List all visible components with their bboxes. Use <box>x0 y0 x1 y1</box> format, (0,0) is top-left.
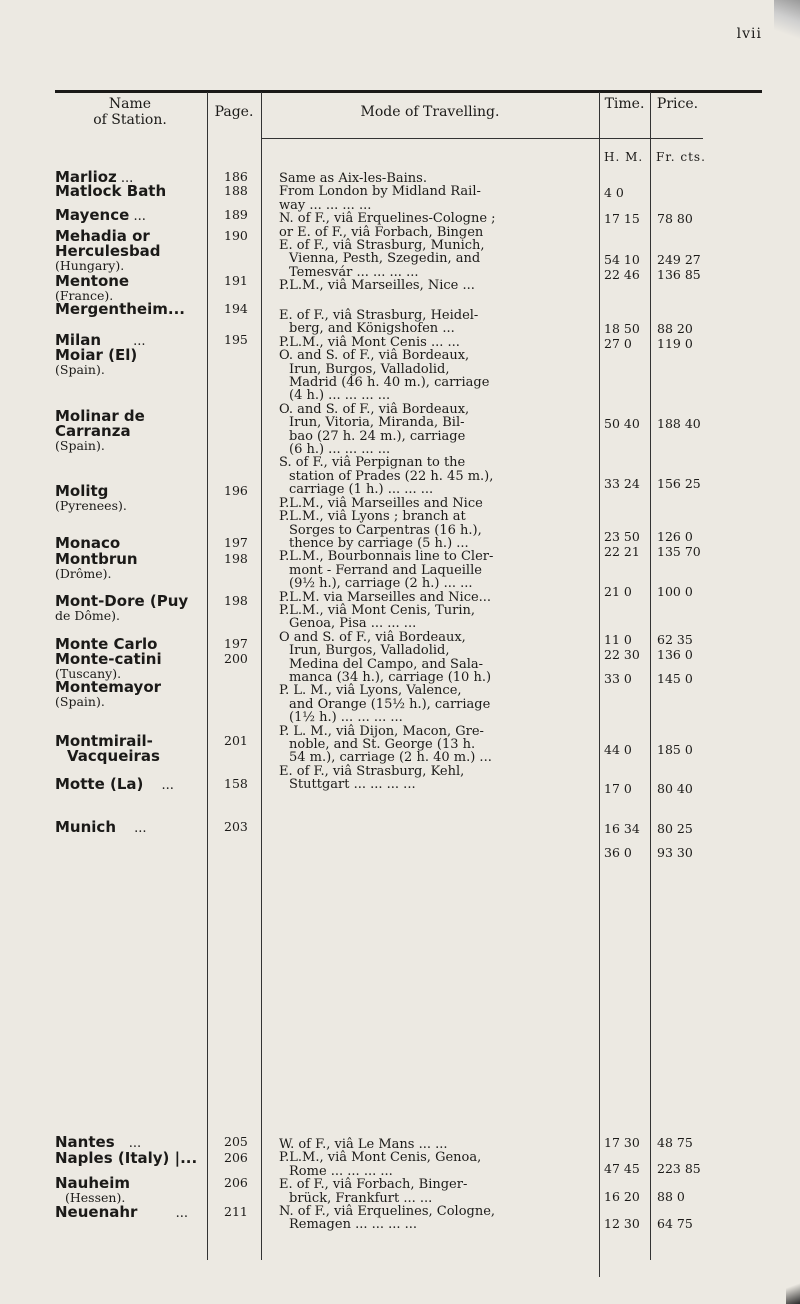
leader-dots: ... <box>134 821 147 836</box>
page-number: 206 <box>224 1150 248 1165</box>
time-value: 17 30 <box>604 1135 640 1150</box>
price-value: 156 25 <box>657 476 701 491</box>
page-number: 197 <box>224 636 248 651</box>
station-name: Herculesbad <box>55 242 161 260</box>
time-value: 22 30 <box>604 647 640 662</box>
mode-line: noble, and St. George (13 h. <box>289 737 476 752</box>
page-number: 201 <box>224 733 248 748</box>
header-rule <box>599 138 703 139</box>
mode-line: O and S. of F., viâ Bordeaux, <box>279 629 466 645</box>
station-region: (Pyrenees). <box>55 498 127 513</box>
mode-line: (9½ h.), carriage (2 h.) ... ... <box>289 576 473 592</box>
time-value: 33 24 <box>604 476 640 491</box>
station-entry <box>55 734 160 764</box>
mode-line: Remagen ... ... ... ... <box>289 1217 418 1233</box>
station-name: Mont-Dore (Puy <box>55 592 189 610</box>
station-name: Molitg <box>55 482 109 500</box>
station-name: Naples (Italy) |... <box>55 1149 198 1167</box>
station-name: Mayence <box>55 206 130 224</box>
page-corner-shadow-bottom <box>786 1274 800 1304</box>
station-name: Motte (La) <box>55 775 144 793</box>
time-value: 22 21 <box>604 544 640 559</box>
mode-line: P.L.M., viâ Marseilles, Nice ... <box>279 278 475 294</box>
time-value: 16 34 <box>604 821 640 836</box>
page-number: 211 <box>224 1204 248 1219</box>
header-mode: Mode of Travelling. <box>360 104 500 120</box>
price-value: 88 0 <box>657 1189 685 1204</box>
mode-line: P.L.M., viâ Mont Cenis, Genoa, <box>279 1150 482 1166</box>
column-divider <box>650 92 651 1260</box>
header-station-line: of Station. <box>93 112 167 128</box>
mode-line: E. of F., viâ Strasburg, Kehl, <box>279 763 465 779</box>
page-number: 191 <box>224 273 248 288</box>
station-name: Munich <box>55 818 116 836</box>
mode-line: Rome ... ... ... ... <box>289 1163 393 1179</box>
price-value: 249 27 <box>657 252 701 267</box>
price-value: 119 0 <box>657 336 693 351</box>
station-name: Montmirail- <box>55 732 153 750</box>
mode-line: Irun, Vitoria, Miranda, Bil- <box>289 415 465 431</box>
page-number: 198 <box>224 593 248 608</box>
time-value: 33 0 <box>604 671 632 686</box>
mode-line: thence by carriage (5 h.) ... <box>289 535 469 551</box>
mode-entry <box>279 1138 495 1232</box>
station-entry <box>55 409 145 452</box>
mode-entry <box>279 309 493 792</box>
station-name: Molinar de <box>55 407 145 425</box>
mode-line: station of Prades (22 h. 45 m.), <box>289 468 494 484</box>
mode-line: 54 m.), carriage (2 h. 40 m.) ... <box>289 750 492 766</box>
mode-line: S. of F., viâ Perpignan to the <box>279 455 466 471</box>
station-name: Neuenahr <box>55 1203 138 1221</box>
station-name: Monte-catini <box>55 650 162 668</box>
leader-dots: ... <box>133 209 146 224</box>
station-name: Marlioz <box>55 168 117 186</box>
mode-line: Same as Aix-les-Bains. <box>279 171 427 186</box>
station-region: (Spain). <box>55 694 105 709</box>
mode-line: W. of F., viâ Le Mans ... ... <box>279 1137 448 1152</box>
mode-line: N. of F., viâ Erquelines-Cologne ; <box>279 211 496 227</box>
station-entry <box>55 484 127 512</box>
page-number: 194 <box>224 301 248 316</box>
station-entry <box>55 820 147 835</box>
station-region: (Hessen). <box>65 1190 126 1205</box>
page-corner-shadow <box>774 0 800 40</box>
price-value: 223 85 <box>657 1161 701 1176</box>
station-region: (Hungary). <box>55 258 125 273</box>
time-units: H. M. <box>604 150 644 164</box>
mode-line: mont - Ferrand and Laqueille <box>289 562 482 578</box>
station-name: Montemayor <box>55 678 162 696</box>
time-value: 21 0 <box>604 584 632 599</box>
price-value: 100 0 <box>657 584 693 599</box>
station-name: Monte Carlo <box>55 635 158 653</box>
leader-dots: ... <box>161 778 174 793</box>
price-value: 78 80 <box>657 211 693 226</box>
station-name: Nauheim <box>55 1174 130 1192</box>
mode-line: P.L.M., viâ Lyons ; branch at <box>279 509 466 525</box>
station-region: (Spain). <box>55 438 105 453</box>
header-station-line: Name <box>108 96 152 112</box>
mode-line: Stuttgart ... ... ... ... <box>289 777 416 793</box>
mode-line: way ... ... ... ... <box>279 197 372 213</box>
time-value: 16 20 <box>604 1189 640 1204</box>
mode-line: and Orange (15½ h.), carriage <box>289 696 491 712</box>
header-station <box>55 96 205 128</box>
price-value: 145 0 <box>657 671 693 686</box>
price-value: 185 0 <box>657 742 693 757</box>
station-name: Milan <box>55 331 102 349</box>
page-number: 186 <box>224 169 248 184</box>
station-name: Monaco <box>55 534 121 552</box>
mode-line: E. of F., viâ Forbach, Binger- <box>279 1177 468 1193</box>
price-value: 80 40 <box>657 781 693 796</box>
station-name: Moiar (El) <box>55 346 138 364</box>
station-entry <box>55 1205 188 1220</box>
table-top-rule <box>55 90 762 93</box>
time-value: 4 0 <box>604 185 624 200</box>
time-value: 36 0 <box>604 845 632 860</box>
time-value: 50 40 <box>604 416 640 431</box>
price-value: 188 40 <box>657 416 701 431</box>
mode-entry <box>279 172 496 293</box>
column-divider <box>207 92 208 1260</box>
station-region: (Tuscany). <box>55 666 122 681</box>
page-number: 190 <box>224 228 248 243</box>
station-name: Nantes <box>55 1133 115 1151</box>
price-value: 88 20 <box>657 321 693 336</box>
price-value: 135 70 <box>657 544 701 559</box>
station-name: Mehadia or <box>55 227 150 245</box>
station-entry <box>55 552 138 580</box>
station-entry <box>55 1176 130 1204</box>
station-name: Carranza <box>55 422 131 440</box>
page-number: 205 <box>224 1134 248 1149</box>
price-value: 48 75 <box>657 1135 693 1150</box>
time-value: 22 46 <box>604 267 640 282</box>
station-region: de Dôme). <box>55 608 121 623</box>
mode-line: manca (34 h.), carriage (10 h.) <box>289 669 492 685</box>
mode-line: P.L.M., viâ Mont Cenis, Turin, <box>279 602 475 618</box>
page-number: 196 <box>224 483 248 498</box>
station-name: Matlock Bath <box>55 182 167 200</box>
price-value: 62 35 <box>657 632 693 647</box>
price-value: 126 0 <box>657 529 693 544</box>
time-value: 44 0 <box>604 742 632 757</box>
mode-line: N. of F., viâ Erquelines, Cologne, <box>279 1204 496 1220</box>
mode-line: E. of F., viâ Strasburg, Heidel- <box>279 308 479 323</box>
page-number: 198 <box>224 551 248 566</box>
time-value: 18 50 <box>604 321 640 336</box>
mode-line: (4 h.) ... ... ... ... <box>289 388 391 404</box>
mode-line: carriage (1 h.) ... ... ... <box>289 482 434 498</box>
station-region: (Spain). <box>55 362 105 377</box>
time-value: 17 15 <box>604 211 640 226</box>
page-folio: lvii <box>736 26 762 42</box>
mode-line: Vienna, Pesth, Szegedin, and <box>289 251 481 267</box>
station-name: Mergentheim... <box>55 300 185 318</box>
time-value: 17 0 <box>604 781 632 796</box>
mode-line: P.L.M., viâ Mont Cenis ... ... <box>279 334 460 350</box>
station-name: Vacqueiras <box>67 747 160 765</box>
page-number: 200 <box>224 651 248 666</box>
leader-dots: ... <box>128 1136 142 1151</box>
mode-line: bao (27 h. 24 m.), carriage <box>289 428 466 444</box>
page-number: 158 <box>224 776 248 791</box>
page-number: 203 <box>224 819 248 834</box>
price-value: 136 0 <box>657 647 693 662</box>
mode-line: From London by Midland Rail- <box>279 184 481 200</box>
price-value: 136 85 <box>657 267 701 282</box>
station-entry <box>55 348 137 376</box>
price-units: Fr. cts. <box>656 150 706 164</box>
page-number: 197 <box>224 535 248 550</box>
station-entry <box>55 652 162 708</box>
mode-line: or E. of F., viâ Forbach, Bingen <box>279 224 484 240</box>
price-value: 64 75 <box>657 1216 693 1231</box>
station-region: (Drôme). <box>55 566 112 581</box>
mode-line: berg, and Königshofen ... <box>289 321 455 337</box>
mode-line: Madrid (46 h. 40 m.), carriage <box>289 375 490 391</box>
station-region: (France). <box>55 288 114 303</box>
mode-line: O. and S. of F., viâ Bordeaux, <box>279 348 470 364</box>
station-entry <box>55 274 129 302</box>
price-value: 93 30 <box>657 845 693 860</box>
page-number: 189 <box>224 207 248 222</box>
mode-line: Irun, Burgos, Valladolid, <box>289 361 450 377</box>
header-price: Price. <box>656 96 699 112</box>
mode-line: Irun, Burgos, Valladolid, <box>289 643 450 659</box>
time-value: 11 0 <box>604 632 632 647</box>
page-number: 188 <box>224 183 248 198</box>
price-value: 80 25 <box>657 821 693 836</box>
mode-line: (1½ h.) ... ... ... ... <box>289 710 403 726</box>
station-entry <box>55 777 174 792</box>
column-divider <box>261 92 262 1260</box>
page-number: 206 <box>224 1175 248 1190</box>
mode-line: brück, Frankfurt ... ... <box>289 1190 433 1206</box>
mode-line: Medina del Campo, and Sala- <box>289 656 484 672</box>
station-name: Montbrun <box>55 550 138 568</box>
time-value: 23 50 <box>604 529 640 544</box>
mode-line: O. and S. of F., viâ Bordeaux, <box>279 401 470 417</box>
leader-dots: ... <box>175 1206 189 1221</box>
time-value: 47 45 <box>604 1161 640 1176</box>
header-page: Page. <box>214 104 254 120</box>
column-divider <box>599 92 600 1277</box>
mode-line: P.L.M. via Marseilles and Nice... <box>279 589 492 605</box>
mode-line: Temesvár ... ... ... ... <box>289 264 419 280</box>
leader-dots: ... <box>133 334 146 349</box>
time-value: 27 0 <box>604 336 632 351</box>
leader-dots: ... <box>120 171 134 186</box>
mode-line: P. L. M., viâ Dijon, Macon, Gre- <box>279 723 484 739</box>
station-entry <box>55 229 161 272</box>
mode-line: P. L. M., viâ Lyons, Valence, <box>279 683 462 699</box>
mode-line: (6 h.) ... ... ... ... <box>289 442 391 458</box>
time-value: 54 10 <box>604 252 640 267</box>
station-name: Mentone <box>55 272 130 290</box>
header-rule <box>261 138 599 139</box>
station-entry <box>55 208 146 223</box>
time-value: 12 30 <box>604 1216 640 1231</box>
mode-line: Sorges to Carpentras (16 h.), <box>289 522 482 538</box>
mode-line: P.L.M., Bourbonnais line to Cler- <box>279 549 494 565</box>
header-time: Time. <box>604 96 645 112</box>
mode-line: Genoa, Pisa ... ... ... <box>289 616 417 632</box>
station-entry <box>55 1135 141 1150</box>
mode-line: E. of F., viâ Strasburg, Munich, <box>279 238 485 254</box>
page-number: 195 <box>224 332 248 347</box>
station-entry <box>55 594 188 622</box>
mode-line: P.L.M., viâ Marseilles and Nice <box>279 495 483 511</box>
